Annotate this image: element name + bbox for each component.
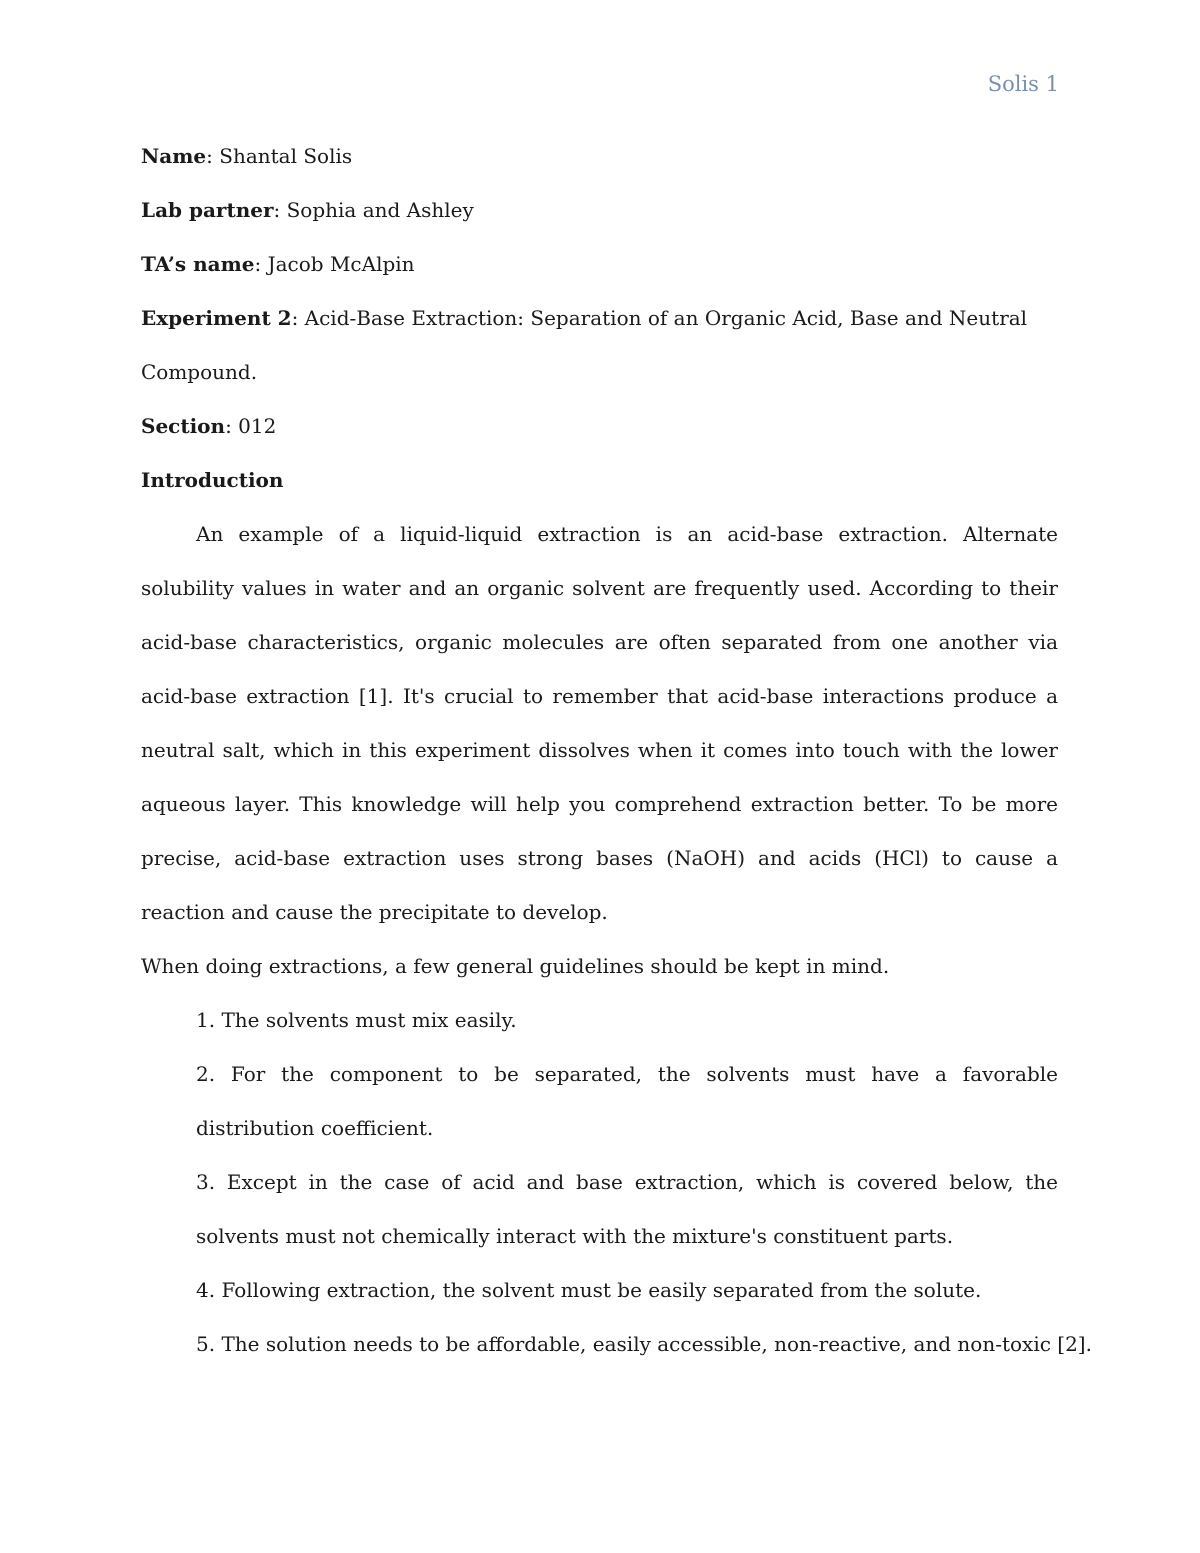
page-header — [988, 72, 1059, 96]
name-label: Name — [141, 144, 207, 168]
guidelines-intro: When doing extractions, a few general guidelines should be kept in mind. — [141, 954, 890, 978]
section-line — [141, 399, 1058, 453]
experiment-line — [141, 291, 1058, 345]
ta-name-value: : Jacob McAlpin — [254, 252, 415, 276]
experiment-value-continued: Compound. — [141, 360, 258, 384]
experiment-line-continued — [141, 345, 1058, 399]
page-number-label: Solis 1 — [987, 72, 1059, 96]
ta-name-line — [141, 237, 1058, 291]
experiment-label: Experiment 2 — [141, 306, 292, 330]
guideline-item-4: 4. Following extraction, the solvent must be easily separated from the solute. — [196, 1278, 982, 1302]
lab-partner-value: : Sophia and Ashley — [273, 198, 474, 222]
document-body — [141, 129, 1092, 1371]
introduction-paragraph: An example of a liquid-liquid extraction is an acid-base extraction. Alternate solubility values in water and an organic solvent are frequently used. According to their acid-base characteristics, organic molecules are often separated from one another via acid-base extraction [1]. It's crucial to remember that acid-base interactions produce a neutral salt, which in this experiment dissolves when it comes into touch with the lower aqueous layer. This knowledge will help you comprehend extraction better. To be more precise, acid-base extraction uses strong bases (NaOH) and acids (HCl) to cause a reaction and cause the precipitate to develop. — [141, 522, 1058, 924]
guideline-item-3: 3. Except in the case of acid and base extraction, which is covered below, the solvents must not chemically interact with the mixture's constituent parts. — [196, 1170, 1058, 1248]
name-line — [141, 129, 1058, 183]
section-value: : 012 — [225, 414, 277, 438]
lab-partner-line — [141, 183, 1058, 237]
guideline-item-2: 2. For the component to be separated, the solvents must have a favorable distribution coefficient. — [196, 1062, 1058, 1140]
guideline-item-5: 5. The solution needs to be affordable, easily accessible, non-reactive, and non-toxic [2]. — [196, 1332, 1092, 1356]
guideline-item-1: 1. The solvents must mix easily. — [196, 1008, 517, 1032]
introduction-heading: Introduction — [141, 468, 284, 492]
ta-name-label: TA’s name — [141, 252, 255, 276]
section-label: Section — [141, 414, 226, 438]
name-value: : Shantal Solis — [206, 144, 353, 168]
lab-partner-label: Lab partner — [141, 198, 274, 222]
experiment-value: : Acid-Base Extraction: Separation of an Organic Acid, Base and Neutral — [291, 306, 1028, 330]
